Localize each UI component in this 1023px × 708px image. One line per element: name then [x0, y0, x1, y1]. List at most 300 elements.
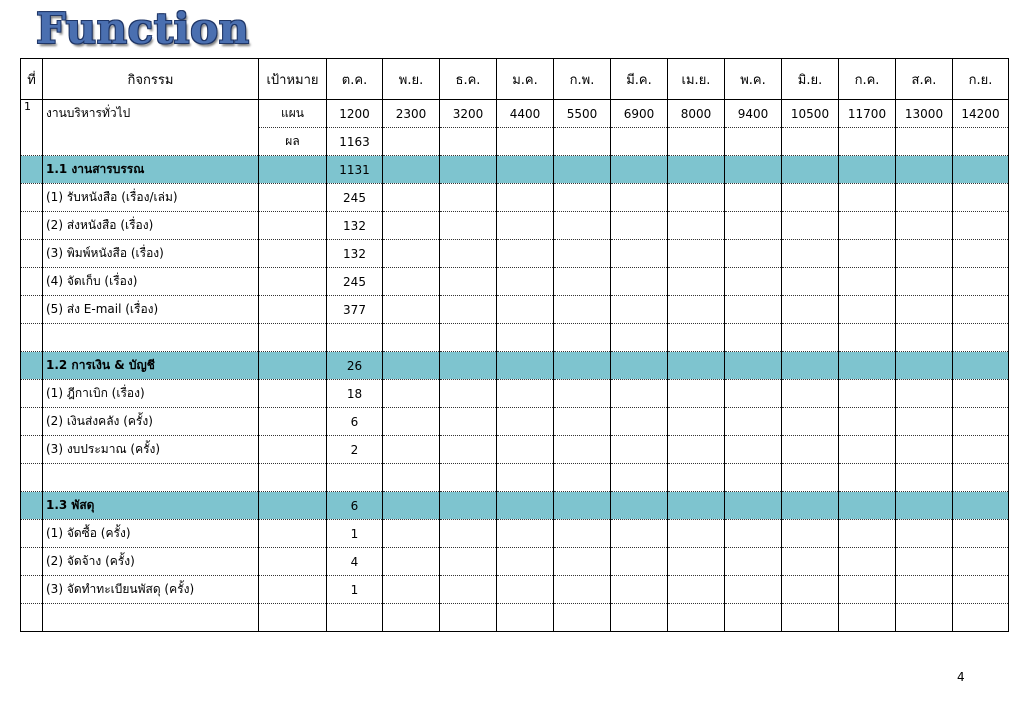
month-cell [668, 240, 725, 268]
target-cell [259, 268, 327, 296]
row-number-cell [21, 436, 43, 464]
item-name: (3) งบประมาณ (ครั้ง) [43, 436, 259, 464]
empty-row [21, 324, 1009, 352]
result-value [953, 128, 1009, 156]
month-cell [725, 548, 782, 576]
empty-cell [383, 464, 440, 492]
function-table [20, 58, 1009, 632]
month-cell [668, 436, 725, 464]
plan-value: 2300 [383, 100, 440, 128]
month-cell [839, 268, 896, 296]
month-cell [668, 520, 725, 548]
month-cell [611, 408, 668, 436]
table-row [21, 548, 1009, 576]
month-cell [668, 156, 725, 184]
plan-value: 1200 [327, 100, 383, 128]
result-value [440, 128, 497, 156]
plan-value: 4400 [497, 100, 554, 128]
month-cell [440, 520, 497, 548]
month-cell [554, 380, 611, 408]
month-cell [383, 576, 440, 604]
activity-name: งานบริหารทั่วไป [43, 100, 259, 128]
target-label: แผน [259, 100, 327, 128]
month-cell [782, 240, 839, 268]
result-value [383, 128, 440, 156]
month-cell [782, 492, 839, 520]
month-cell [839, 436, 896, 464]
section-name: 1.3 พัสดุ [43, 492, 259, 520]
result-value [554, 128, 611, 156]
table-row [21, 184, 1009, 212]
empty-cell [43, 464, 259, 492]
empty-cell [839, 464, 896, 492]
month-cell [383, 296, 440, 324]
empty-cell [440, 324, 497, 352]
month-cell [440, 240, 497, 268]
result-value [497, 128, 554, 156]
month-cell [782, 436, 839, 464]
target-cell [259, 408, 327, 436]
empty-cell [896, 324, 953, 352]
item-value: 377 [327, 296, 383, 324]
month-cell [383, 548, 440, 576]
month-cell [611, 296, 668, 324]
header-activity: กิจกรรม [43, 59, 259, 100]
item-name: (1) รับหนังสือ (เรื่อง/เล่ม) [43, 184, 259, 212]
month-cell [953, 212, 1009, 240]
empty-cell [554, 464, 611, 492]
month-cell [839, 156, 896, 184]
header-month: มิ.ย. [782, 59, 839, 100]
target-cell [259, 352, 327, 380]
month-cell [725, 184, 782, 212]
empty-cell [440, 464, 497, 492]
month-cell [497, 240, 554, 268]
empty-cell [611, 324, 668, 352]
empty-cell [43, 324, 259, 352]
item-name: (2) จัดจ้าง (ครั้ง) [43, 548, 259, 576]
empty-cell [21, 324, 43, 352]
empty-cell [896, 464, 953, 492]
header-no: ที่ [21, 59, 43, 100]
row-number-cell [21, 128, 43, 156]
item-value: 245 [327, 184, 383, 212]
month-cell [953, 380, 1009, 408]
item-value: 4 [327, 548, 383, 576]
item-value: 6 [327, 408, 383, 436]
month-cell [896, 296, 953, 324]
empty-cell [554, 324, 611, 352]
header-month: ส.ค. [896, 59, 953, 100]
item-value: 132 [327, 240, 383, 268]
month-cell [383, 212, 440, 240]
month-cell [611, 240, 668, 268]
empty-cell [554, 604, 611, 632]
target-cell [259, 576, 327, 604]
month-cell [497, 156, 554, 184]
item-value: 18 [327, 380, 383, 408]
empty-cell [839, 604, 896, 632]
result-value [896, 128, 953, 156]
month-cell [953, 492, 1009, 520]
page-number: 4 [957, 670, 965, 684]
month-cell [782, 548, 839, 576]
target-cell [259, 212, 327, 240]
month-cell [440, 268, 497, 296]
empty-cell [497, 604, 554, 632]
month-cell [383, 352, 440, 380]
row-number-cell [21, 380, 43, 408]
header-month: ธ.ค. [440, 59, 497, 100]
month-cell [896, 436, 953, 464]
month-cell [497, 436, 554, 464]
month-cell [668, 184, 725, 212]
empty-cell [259, 604, 327, 632]
table-row [21, 436, 1009, 464]
table-header-row [21, 59, 1009, 100]
month-cell [725, 492, 782, 520]
item-value: 245 [327, 268, 383, 296]
table-row [21, 240, 1009, 268]
result-value: 1163 [327, 128, 383, 156]
month-cell [725, 268, 782, 296]
plan-value: 3200 [440, 100, 497, 128]
month-cell [440, 492, 497, 520]
month-cell [554, 240, 611, 268]
table-row [21, 212, 1009, 240]
plan-value: 13000 [896, 100, 953, 128]
empty-cell [668, 324, 725, 352]
month-cell [896, 576, 953, 604]
month-cell [554, 212, 611, 240]
table-row [21, 408, 1009, 436]
month-cell [611, 352, 668, 380]
month-cell [668, 548, 725, 576]
header-month: มี.ค. [611, 59, 668, 100]
month-cell [611, 548, 668, 576]
month-cell [896, 520, 953, 548]
empty-cell [43, 604, 259, 632]
empty-cell [953, 324, 1009, 352]
empty-cell [725, 324, 782, 352]
month-cell [383, 156, 440, 184]
month-cell [953, 548, 1009, 576]
month-cell [440, 548, 497, 576]
empty-cell [327, 324, 383, 352]
month-cell [782, 352, 839, 380]
empty-cell [21, 464, 43, 492]
empty-cell [383, 604, 440, 632]
empty-cell [497, 464, 554, 492]
month-cell [440, 156, 497, 184]
row-number-cell [21, 408, 43, 436]
header-target: เป้าหมาย [259, 59, 327, 100]
header-month: ก.ค. [839, 59, 896, 100]
section-value: 1131 [327, 156, 383, 184]
item-value: 1 [327, 520, 383, 548]
month-cell [725, 380, 782, 408]
month-cell [725, 520, 782, 548]
empty-cell [383, 324, 440, 352]
section-name: 1.1 งานสารบรรณ [43, 156, 259, 184]
month-cell [782, 184, 839, 212]
empty-cell [782, 604, 839, 632]
month-cell [782, 268, 839, 296]
item-value: 2 [327, 436, 383, 464]
month-cell [611, 380, 668, 408]
month-cell [497, 492, 554, 520]
empty-row [21, 604, 1009, 632]
empty-cell [611, 464, 668, 492]
row-number-cell [21, 296, 43, 324]
month-cell [839, 408, 896, 436]
table-row-result [21, 128, 1009, 156]
month-cell [953, 576, 1009, 604]
empty-cell [782, 324, 839, 352]
month-cell [554, 520, 611, 548]
month-cell [782, 380, 839, 408]
item-name: (3) พิมพ์หนังสือ (เรื่อง) [43, 240, 259, 268]
month-cell [839, 492, 896, 520]
target-cell [259, 156, 327, 184]
month-cell [896, 408, 953, 436]
month-cell [611, 492, 668, 520]
table-row [21, 296, 1009, 324]
month-cell [953, 268, 1009, 296]
row-number-cell [21, 352, 43, 380]
table-row [21, 380, 1009, 408]
month-cell [725, 240, 782, 268]
month-cell [383, 520, 440, 548]
month-cell [839, 352, 896, 380]
month-cell [953, 520, 1009, 548]
month-cell [611, 520, 668, 548]
month-cell [839, 212, 896, 240]
month-cell [440, 408, 497, 436]
month-cell [611, 268, 668, 296]
month-cell [497, 268, 554, 296]
item-value: 1 [327, 576, 383, 604]
empty-cell [327, 464, 383, 492]
month-cell [953, 408, 1009, 436]
empty-cell [611, 604, 668, 632]
month-cell [896, 268, 953, 296]
month-cell [611, 436, 668, 464]
target-cell [259, 548, 327, 576]
month-cell [383, 408, 440, 436]
month-cell [554, 492, 611, 520]
month-cell [953, 296, 1009, 324]
month-cell [440, 436, 497, 464]
month-cell [896, 380, 953, 408]
header-month: ม.ค. [497, 59, 554, 100]
month-cell [611, 156, 668, 184]
empty-row [21, 464, 1009, 492]
month-cell [953, 352, 1009, 380]
result-value [611, 128, 668, 156]
month-cell [782, 156, 839, 184]
month-cell [383, 184, 440, 212]
table-row [21, 268, 1009, 296]
month-cell [440, 352, 497, 380]
month-cell [497, 576, 554, 604]
empty-cell [782, 464, 839, 492]
month-cell [839, 184, 896, 212]
target-cell [259, 492, 327, 520]
month-cell [497, 212, 554, 240]
month-cell [497, 296, 554, 324]
month-cell [554, 576, 611, 604]
item-name: (2) ส่งหนังสือ (เรื่อง) [43, 212, 259, 240]
target-cell [259, 520, 327, 548]
month-cell [497, 408, 554, 436]
section-row [21, 156, 1009, 184]
month-cell [725, 296, 782, 324]
month-cell [839, 520, 896, 548]
month-cell [782, 408, 839, 436]
month-cell [668, 408, 725, 436]
month-cell [782, 576, 839, 604]
row-number: 1 [21, 100, 43, 128]
month-cell [383, 268, 440, 296]
result-value [839, 128, 896, 156]
row-number-cell [21, 576, 43, 604]
result-value [668, 128, 725, 156]
empty-cell [668, 464, 725, 492]
result-value [782, 128, 839, 156]
item-value: 132 [327, 212, 383, 240]
month-cell [668, 492, 725, 520]
row-number-cell [21, 520, 43, 548]
month-cell [896, 492, 953, 520]
target-cell [259, 240, 327, 268]
month-cell [839, 576, 896, 604]
month-cell [725, 156, 782, 184]
result-value [725, 128, 782, 156]
month-cell [668, 296, 725, 324]
month-cell [554, 352, 611, 380]
month-cell [611, 576, 668, 604]
month-cell [497, 380, 554, 408]
empty-cell [953, 604, 1009, 632]
month-cell [497, 352, 554, 380]
month-cell [497, 184, 554, 212]
month-cell [896, 548, 953, 576]
empty-cell [839, 324, 896, 352]
section-value: 26 [327, 352, 383, 380]
empty-cell [21, 604, 43, 632]
table-row [21, 576, 1009, 604]
header-month: เม.ย. [668, 59, 725, 100]
month-cell [839, 240, 896, 268]
month-cell [725, 576, 782, 604]
month-cell [554, 156, 611, 184]
row-number-cell [21, 268, 43, 296]
row-number-cell [21, 156, 43, 184]
month-cell [668, 212, 725, 240]
month-cell [611, 212, 668, 240]
empty-cell [725, 604, 782, 632]
item-name: (4) จัดเก็บ (เรื่อง) [43, 268, 259, 296]
month-cell [953, 240, 1009, 268]
row-number-cell [21, 548, 43, 576]
month-cell [383, 492, 440, 520]
month-cell [440, 296, 497, 324]
month-cell [782, 520, 839, 548]
empty-cell [327, 604, 383, 632]
target-label: ผล [259, 128, 327, 156]
month-cell [554, 436, 611, 464]
empty-cell [668, 604, 725, 632]
empty-cell [896, 604, 953, 632]
month-cell [782, 296, 839, 324]
plan-value: 6900 [611, 100, 668, 128]
section-name: 1.2 การเงิน & บัญชี [43, 352, 259, 380]
month-cell [554, 296, 611, 324]
table-row-plan [21, 100, 1009, 128]
plan-value: 8000 [668, 100, 725, 128]
month-cell [497, 548, 554, 576]
item-name: (2) เงินส่งคลัง (ครั้ง) [43, 408, 259, 436]
row-number-cell [21, 240, 43, 268]
month-cell [896, 184, 953, 212]
month-cell [725, 436, 782, 464]
month-cell [953, 436, 1009, 464]
month-cell [554, 548, 611, 576]
section-row [21, 352, 1009, 380]
month-cell [668, 576, 725, 604]
month-cell [554, 408, 611, 436]
header-month: พ.ย. [383, 59, 440, 100]
empty-cell [953, 464, 1009, 492]
empty-cell [725, 464, 782, 492]
item-name: (5) ส่ง E-mail (เรื่อง) [43, 296, 259, 324]
month-cell [896, 240, 953, 268]
month-cell [383, 240, 440, 268]
month-cell [383, 436, 440, 464]
empty-cell [259, 464, 327, 492]
month-cell [839, 380, 896, 408]
month-cell [440, 212, 497, 240]
month-cell [782, 212, 839, 240]
month-cell [953, 184, 1009, 212]
page-title: Function [36, 4, 250, 53]
item-name: (1) จัดซื้อ (ครั้ง) [43, 520, 259, 548]
plan-value: 11700 [839, 100, 896, 128]
plan-value: 14200 [953, 100, 1009, 128]
month-cell [725, 408, 782, 436]
month-cell [440, 576, 497, 604]
plan-value: 9400 [725, 100, 782, 128]
month-cell [725, 212, 782, 240]
month-cell [725, 352, 782, 380]
month-cell [554, 184, 611, 212]
row-number-cell [21, 184, 43, 212]
plan-value: 10500 [782, 100, 839, 128]
month-cell [839, 296, 896, 324]
month-cell [896, 212, 953, 240]
table-row [21, 520, 1009, 548]
month-cell [440, 184, 497, 212]
header-month: ก.ย. [953, 59, 1009, 100]
item-name: (1) ฎีกาเบิก (เรื่อง) [43, 380, 259, 408]
month-cell [611, 184, 668, 212]
month-cell [383, 380, 440, 408]
month-cell [668, 380, 725, 408]
month-cell [554, 268, 611, 296]
plan-value: 5500 [554, 100, 611, 128]
target-cell [259, 436, 327, 464]
